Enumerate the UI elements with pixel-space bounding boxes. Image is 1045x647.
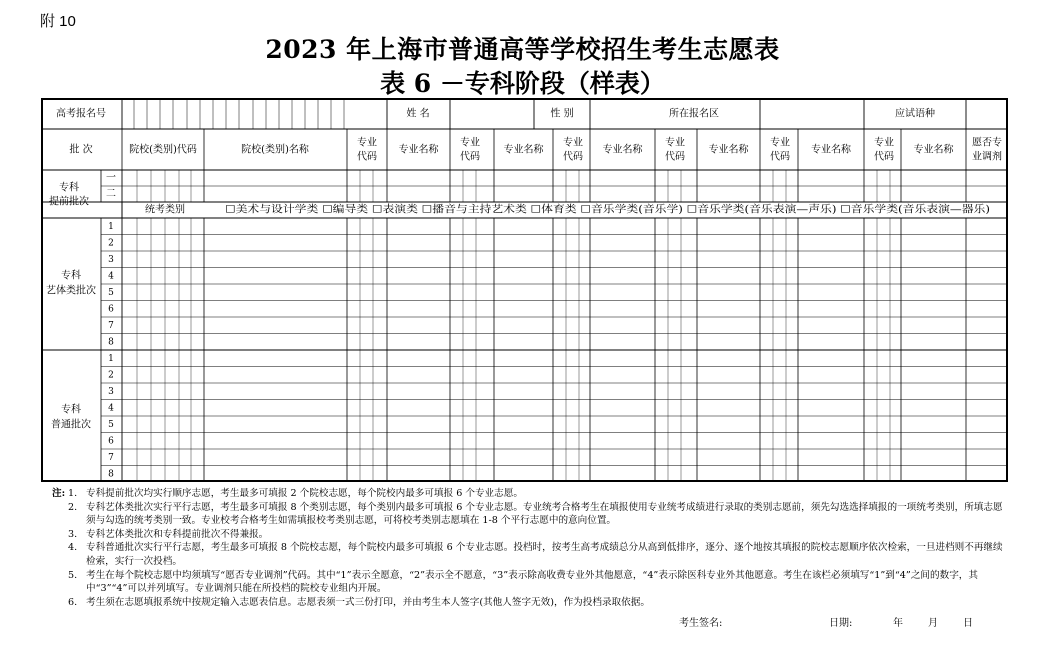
art-row-index: 3 (108, 254, 114, 265)
art-batch-label: 艺体类批次 (46, 285, 96, 297)
general-choice-row[interactable] (122, 466, 1008, 483)
note-text: 考生在每个院校志愿中均须填写“愿否专业调剂”代码。其中“1”表示全愿意，“2”表示全不愿意，“3”表示除高收费专业外其他愿意，“4”表示除医科专业外其他愿意。考生在该栏必须填写“1”到“4”之间的数字，其中“3”“4”可以并列填写。专业调剂只能在所投档的院校专业组内开展。 (86, 569, 978, 595)
art-choice-row[interactable] (122, 301, 1008, 318)
major-code-header: 专业 (874, 137, 894, 149)
major-code-header: 专业 (665, 137, 685, 149)
major-name-header: 专业名称 (503, 144, 544, 156)
general-choice-row[interactable] (122, 433, 1008, 450)
year-label: 年 (893, 618, 903, 629)
note-text: 专科艺体类批次实行平行志愿，考生最多可填报 8 个类别志愿，每个类别内最多可填报 6 个专业志愿。专业统考合格考生在填报使用专业统考成绩进行录取的类别志愿前，须先勾选选择填报的一项统考类别，所填志愿须与勾选的统考类别一致。专业校考合格考生如需填报校考类别志愿，可将校考类别志愿填在 1-8 个平行志愿中的意向位置。 (86, 501, 1003, 527)
major-name-header: 专业名称 (811, 144, 851, 156)
art-choice-row[interactable] (122, 317, 1008, 334)
note-number: 3. (68, 528, 78, 540)
exam-number-label: 高考报名号 (56, 108, 106, 120)
notes-list (54, 487, 1009, 609)
art-choice-row[interactable] (122, 284, 1008, 301)
adjust-header: 业调剂 (972, 151, 1002, 163)
art-row-index: 2 (108, 238, 114, 249)
note-item (54, 541, 1009, 568)
note-text: 专科普通批次实行平行志愿，考生最多可填报 8 个院校志愿，每个院校内最多可填报 6 个专业志愿。投档时，按考生高考成绩总分从高到低排序，逐分、逐个地按其填报的院校志愿顺序依次检索，一旦进档则不再继续检索，实行一次投档。 (86, 542, 1003, 567)
batch-header: 批 次 (69, 144, 93, 156)
major-name-header: 专业名称 (913, 144, 954, 156)
early-choice-row[interactable] (122, 186, 1008, 202)
major-code-header: 专业 (563, 137, 583, 149)
art-row-index: 1 (108, 221, 114, 232)
school-code-header: 院校(类别)代码 (129, 144, 197, 156)
major-code-header: 代码 (665, 151, 685, 163)
general-row-index: 3 (108, 386, 114, 397)
day-label: 日 (963, 618, 973, 629)
early-batch-label: 提前批次 (49, 196, 89, 208)
major-code-header: 代码 (460, 151, 480, 163)
form-subtitle: 表 6 －专科阶段（样表） (380, 69, 665, 98)
art-row-index: 4 (108, 271, 114, 282)
note-item (54, 596, 1009, 610)
name-input[interactable] (450, 98, 534, 129)
note-number: 4. (68, 542, 78, 554)
major-code-header: 代码 (357, 151, 377, 163)
art-category-options[interactable]: ☐美术与设计学类 ☐编导类 ☐表演类 ☐播音与主持艺术类 ☐体育类 ☐音乐学类(音乐学) ☐音乐学类(音乐表演—声乐) ☐音乐学类(音乐表演—器乐) (225, 204, 873, 216)
signature-label: 考生签名: (679, 618, 723, 629)
notes-label: 注: (52, 488, 66, 499)
art-row-index: 6 (108, 304, 114, 315)
art-row-index: 8 (108, 337, 114, 348)
general-choice-row[interactable] (122, 367, 1008, 384)
general-choice-row[interactable] (122, 449, 1008, 466)
note-number: 6. (68, 596, 78, 608)
annex-label: 附 10 (40, 13, 76, 30)
note-item (54, 569, 1009, 596)
early-batch-label: 专科 (59, 182, 79, 194)
exam-number-input[interactable] (122, 98, 387, 129)
major-name-header: 专业名称 (398, 144, 439, 156)
art-batch-label: 专科 (61, 270, 81, 282)
art-row-index: 5 (108, 287, 114, 298)
general-row-index: 6 (108, 436, 114, 447)
application-form-table (41, 98, 1008, 482)
note-item (54, 528, 1009, 542)
art-choice-row[interactable] (122, 251, 1008, 268)
early-choice-row[interactable] (122, 170, 1008, 186)
note-item (54, 501, 1009, 528)
school-name-header: 院校(类别)名称 (241, 144, 309, 156)
general-choice-row[interactable] (122, 383, 1008, 400)
art-choice-row[interactable] (122, 268, 1008, 285)
notes-section (54, 487, 1009, 609)
district-input[interactable] (760, 98, 864, 129)
major-code-header: 代码 (874, 151, 894, 163)
month-label: 月 (928, 618, 938, 629)
major-code-header: 专业 (770, 137, 790, 149)
early-row-index: 一 (106, 172, 116, 184)
major-code-header: 专业 (357, 137, 377, 149)
major-code-header: 代码 (563, 151, 583, 163)
note-text: 专科提前批次均实行顺序志愿，考生最多可填报 2 个院校志愿，每个院校内最多可填报 6 个专业志愿。 (86, 488, 523, 499)
early-row-index: 二 (106, 188, 116, 200)
note-number: 2. (68, 501, 78, 513)
general-choice-row[interactable] (122, 400, 1008, 417)
general-row-index: 4 (108, 403, 114, 414)
note-number: 1. (68, 488, 78, 499)
art-choice-row[interactable] (122, 334, 1008, 351)
major-code-header: 专业 (460, 137, 480, 149)
language-input[interactable] (966, 98, 1008, 129)
note-text: 考生须在志愿填报系统中按规定输入志愿表信息。志愿表须一式三份打印，并由考生本人签字(其他人签字无效)，作为投档录取依据。 (86, 596, 650, 608)
general-batch-label: 普通批次 (51, 419, 91, 431)
general-choice-row[interactable] (122, 350, 1008, 367)
general-row-index: 7 (108, 452, 114, 463)
art-row-index: 7 (108, 320, 114, 331)
general-batch-label: 专科 (61, 404, 81, 416)
form-title: 2023 年上海市普通高等学校招生考生志愿表 (265, 35, 780, 64)
note-item (54, 487, 1009, 501)
major-code-header: 代码 (770, 151, 790, 163)
gender-label: 性 别 (550, 108, 574, 120)
date-label: 日期: (829, 618, 853, 629)
language-label: 应试语种 (895, 108, 935, 120)
general-row-index: 2 (108, 370, 114, 381)
adjust-header: 愿否专 (972, 137, 1002, 149)
art-choice-row[interactable] (122, 235, 1008, 252)
art-choice-row[interactable] (122, 218, 1008, 235)
major-name-header: 专业名称 (602, 144, 643, 156)
gender-input[interactable] (590, 98, 760, 129)
general-row-index: 8 (108, 469, 114, 480)
note-text: 专科艺体类批次和专科提前批次不得兼报。 (86, 528, 269, 540)
art-category-label: 统考类别 (145, 204, 185, 216)
major-name-header: 专业名称 (708, 144, 749, 156)
general-row-index: 5 (108, 419, 114, 430)
general-choice-row[interactable] (122, 416, 1008, 433)
note-number: 5. (68, 569, 78, 581)
name-label: 姓 名 (406, 108, 430, 120)
general-row-index: 1 (108, 353, 114, 364)
